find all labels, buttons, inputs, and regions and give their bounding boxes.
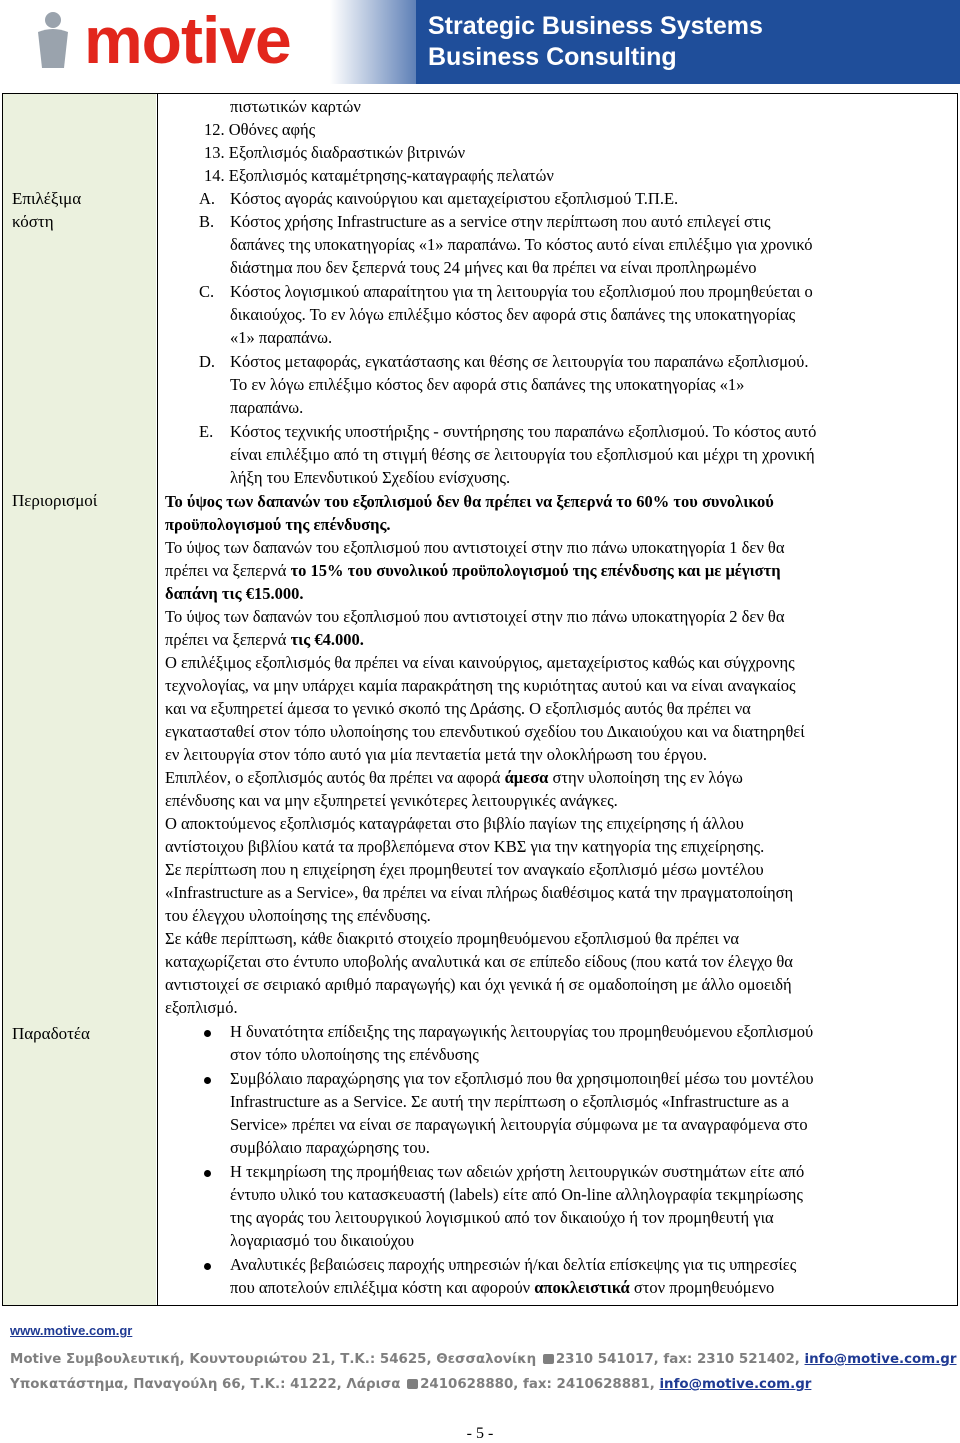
paragraph-line: Το ύψος των δαπανών του εξοπλισμού δεν θα πρέπει να ξεπερνά το 60% του συνολικού: [165, 492, 774, 511]
list-item: Service» πρέπει να είναι σε παραγωγική λειτουργία σύμφωνα με τα αναγραφόμενα στο: [230, 1115, 808, 1134]
footer-address-branch: Υποκατάστημα, Παναγούλη 66, Τ.Κ.: 41222, Λάρισα 2410628880, fax: 2410628881, info@motive.com.gr: [10, 1377, 812, 1392]
paragraph-line: εξοπλισμό.: [165, 998, 238, 1017]
label-column-shade: [3, 94, 156, 1305]
bullet-icon: [204, 1263, 211, 1270]
logo-figure-icon: [28, 10, 78, 70]
list-item: Η δυνατότητα επίδειξης της παραγωγικής λειτουργίας του προμηθευόμενου εξοπλισμού: [230, 1022, 814, 1041]
phone-icon: [543, 1354, 554, 1364]
paragraph-line: τεχνολογίας, να μην υπάρχει καμία παρακράτηση της κυριότητας αυτού και να είναι αναγκαίος: [165, 676, 796, 695]
website-link[interactable]: www.motive.com.gr: [10, 1323, 133, 1338]
email-link[interactable]: info@motive.com.gr: [804, 1352, 957, 1367]
list-item: Κόστος λογισμικού απαραίτητου για τη λειτουργία του εξοπλισμού που προμηθεύεται ο: [230, 282, 813, 301]
tagline-consulting: Business Consulting: [428, 43, 677, 71]
page-number: - 5 -: [466, 1425, 494, 1442]
list-item: διάστημα που δεν ξεπερνά τους 24 μήνες και θα πρέπει να είναι προπληρωμένο: [230, 258, 757, 277]
content-table: [2, 93, 958, 1306]
list-item: Κόστος τεχνικής υποστήριξης - συντήρησης του παραπάνω εξοπλισμού. Το κόστος αυτό: [230, 422, 817, 441]
phone-icon: [407, 1379, 418, 1389]
paragraph-line: δαπάνη τις €15.000.: [165, 584, 304, 603]
list-item: Συμβόλαιο παραχώρησης για τον εξοπλισμό που θα χρησιμοποιηθεί μέσω του μοντέλου: [230, 1069, 814, 1088]
list-item: πιστωτικών καρτών: [230, 97, 361, 116]
paragraph-line: του έλεγχου υλοποίησης της επένδυσης.: [165, 906, 431, 925]
paragraph-line: Ο επιλέξιμος εξοπλισμός θα πρέπει να είναι καινούργιος, αμεταχείριστος καθώς και σύγχρονης: [165, 653, 795, 672]
paragraph-line: εν λειτουργία στον τόπο αυτό για μία πενταετία μετά την ολοκλήρωση του έργου.: [165, 745, 707, 764]
list-item: Το εν λόγω επιλέξιμο κόστος δεν αφορά στις δαπάνες της υποκατηγορίας «1»: [230, 375, 745, 394]
header-banner: [0, 0, 960, 84]
bullet-icon: [204, 1030, 211, 1037]
paragraph-line: «Infrastructure as a Service», θα πρέπει να είναι πλήρως διαθέσιμος κατά την πραγματοποίηση: [165, 883, 794, 902]
list-item: Infrastructure as a Service. Σε αυτή την περίπτωση ο εξοπλισμός «Infrastructure as a: [230, 1092, 789, 1111]
bullet-icon: [204, 1077, 211, 1084]
list-item: Κόστος αγοράς καινούργιου και αμεταχείριστου εξοπλισμού Τ.Π.Ε.: [230, 189, 679, 208]
list-item: συμβόλαιο παραχώρησης του.: [230, 1138, 430, 1157]
paragraph-line: Σε περίπτωση που η επιχείρηση έχει προμηθευτεί τον αναγκαίο εξοπλισμό μέσω μοντέλου: [165, 860, 764, 879]
email-link[interactable]: info@motive.com.gr: [659, 1377, 812, 1392]
paragraph-line: και να εξυπηρετεί άμεσα το γενικό σκοπό της Δράσης. Ο εξοπλισμός αυτός θα πρέπει να: [165, 699, 751, 718]
list-item: δικαιούχος. Το εν λόγω επιλέξιμο κόστος δεν αφορά στις δαπάνες της υποκατηγορίας: [230, 305, 796, 324]
list-item: «1» παραπάνω.: [230, 328, 333, 347]
list-item: Η τεκμηρίωση της προμήθειας των αδειών χρήστη λειτουργικών συστημάτων είτε από: [230, 1162, 805, 1181]
bullet-icon: [204, 1170, 211, 1177]
paragraph-line: προϋπολογισμού της επένδυσης.: [165, 515, 391, 534]
paragraph-line: Σε κάθε περίπτωση, κάθε διακριτό στοιχείο προμηθευόμενου εξοπλισμού θα πρέπει να: [165, 929, 740, 948]
column-divider: [157, 94, 158, 1305]
list-item: λήξη του Επενδυτικού Σχεδίου ενίσχυσης.: [230, 468, 511, 487]
item-marker: A.: [199, 189, 216, 208]
list-item: 13. Εξοπλισμός διαδραστικών βιτρινών: [204, 143, 466, 162]
paragraph-line: αντιστοιχεί σε σειριακό αριθμό παραγωγής) και όχι γενικά ή σε ομαδοποίηση με άλλο ομοειδή: [165, 975, 792, 994]
paragraph-line: Το ύψος των δαπανών του εξοπλισμού που αντιστοιχεί στην πιο πάνω υποκατηγορία 1 δεν θα: [165, 538, 785, 557]
paragraph-line: Ο αποκτούμενος εξοπλισμός καταγράφεται στο βιβλίο παγίων της επιχείρησης ή άλλου: [165, 814, 744, 833]
paragraph-line: καταχωρίζεται στο έντυπο υποβολής αναλυτικά και σε επίπεδο είδους (που κατά τον έλεγχο θα: [165, 952, 793, 971]
page-footer: [0, 1320, 960, 1443]
list-item: Κόστος χρήσης Infrastructure as a service στην περίπτωση που αυτό επιλεγεί στις: [230, 212, 771, 231]
list-item: Αναλυτικές βεβαιώσεις παροχής υπηρεσιών ή/και δελτία επίσκεψης για τις υπηρεσίες: [230, 1255, 797, 1274]
paragraph-line: Επιπλέον, ο εξοπλισμός αυτός θα πρέπει να αφορά άμεσα στην υλοποίηση της εν λόγω: [165, 768, 743, 787]
list-item: της αγοράς του λειτουργικού λογισμικού από τον δικαιούχο ή τον προμηθευτή για: [230, 1208, 774, 1227]
list-item: στον τόπο υλοποίησης της επένδυσης: [230, 1045, 479, 1064]
list-item: είναι επιλέξιμο από τη στιγμή θέσης σε λειτουργία του εξοπλισμού και μέχρι τη χρονική: [230, 445, 815, 464]
list-item: 14. Εξοπλισμός καταμέτρησης-καταγραφής πελατών: [204, 166, 554, 185]
logo-text: motive: [84, 3, 291, 77]
label-eligible-costs: Επιλέξιμα κόστη: [12, 189, 82, 231]
list-item: που αποτελούν επιλέξιμα κόστη και αφορούν αποκλειστικά στον προμηθευόμενο: [230, 1278, 775, 1297]
label-restrictions: Περιορισμοί: [12, 491, 98, 510]
paragraph-line: πρέπει να ξεπερνά τις €4.000.: [165, 630, 364, 649]
label-deliverables: Παραδοτέα: [12, 1024, 90, 1043]
tagline-strategic: Strategic Business Systems: [428, 12, 763, 40]
item-marker: D.: [199, 352, 216, 371]
list-item: 12. Οθόνες αφής: [204, 120, 316, 139]
paragraph-line: αντίστοιχου βιβλίου κατά τα προβλεπόμενα στον ΚΒΣ για την κατηγορία της επιχείρησης.: [165, 837, 765, 856]
item-marker: C.: [199, 282, 215, 301]
list-item: παραπάνω.: [230, 398, 304, 417]
list-item: έντυπο υλικό του κατασκευαστή (labels) είτε από On-line αλληλογραφία τεκμηρίωσης: [230, 1185, 803, 1204]
paragraph-line: Το ύψος των δαπανών του εξοπλισμού που αντιστοιχεί στην πιο πάνω υποκατηγορία 2 δεν θα: [165, 607, 785, 626]
paragraph-line: πρέπει να ξεπερνά το 15% του συνολικού προϋπολογισμού της επένδυσης και με μέγιστη: [165, 561, 781, 580]
footer-address-main: Motive Συμβουλευτική, Κουντουριώτου 21, Τ.Κ.: 54625, Θεσσαλονίκη 2310 541017, fax: 2310 521402, info@motive.com.gr: [10, 1352, 957, 1367]
item-marker: B.: [199, 212, 215, 231]
list-item: δαπάνες της υποκατηγορίας «1» παραπάνω. Το κόστος αυτό είναι επιλέξιμο για χρονικό: [230, 235, 813, 254]
list-item: λογαριασμό του δικαιούχου: [230, 1231, 415, 1250]
list-item: Κόστος μεταφοράς, εγκατάστασης και θέσης σε λειτουργία του παραπάνω εξοπλισμού.: [230, 352, 809, 371]
paragraph-line: επένδυσης και να μην εξυπηρετεί γενικότερες λειτουργικές ανάγκες.: [165, 791, 618, 810]
item-marker: E.: [199, 422, 214, 441]
paragraph-line: εγκατασταθεί στον τόπο υλοποίησης του επενδυτικού σχεδίου του Δικαιούχου και να διατηρηθεί: [165, 722, 805, 741]
